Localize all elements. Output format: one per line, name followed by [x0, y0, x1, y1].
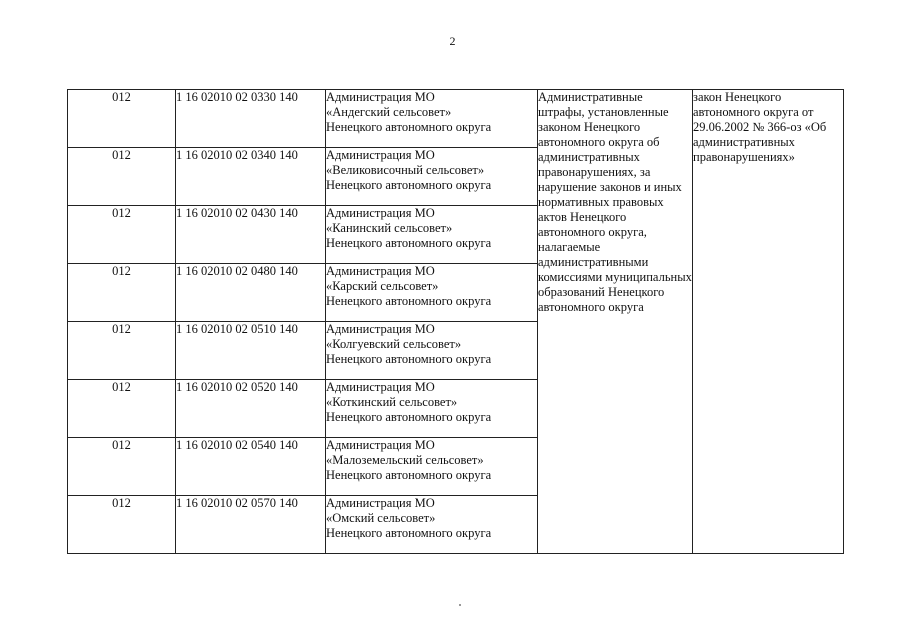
scan-dot — [459, 604, 461, 606]
name-line: «Карский сельсовет» — [326, 279, 439, 293]
budget-code-cell: 1 16 02010 02 0570 140 — [176, 496, 326, 554]
name-line: «Андегский сельсовет» — [326, 105, 452, 119]
name-line: Администрация МО — [326, 90, 435, 104]
budget-code-cell: 1 16 02010 02 0540 140 — [176, 438, 326, 496]
name-line: «Канинский сельсовет» — [326, 221, 453, 235]
admin-code-cell: 012 — [68, 438, 176, 496]
name-line: Ненецкого автономного округа — [326, 294, 492, 308]
fines-table — [67, 89, 844, 554]
name-line: Ненецкого автономного округа — [326, 236, 492, 250]
administrator-name-cell — [326, 90, 538, 148]
name-line: Ненецкого автономного округа — [326, 468, 492, 482]
budget-code-cell: 1 16 02010 02 0340 140 — [176, 148, 326, 206]
name-line: Администрация МО — [326, 148, 435, 162]
budget-code-cell: 1 16 02010 02 0520 140 — [176, 380, 326, 438]
table-row — [68, 90, 844, 148]
name-line: Администрация МО — [326, 322, 435, 336]
name-line: Ненецкого автономного округа — [326, 120, 492, 134]
administrator-name-cell — [326, 438, 538, 496]
name-line: «Великовисочный сельсовет» — [326, 163, 485, 177]
administrator-name-cell — [326, 380, 538, 438]
admin-code-cell: 012 — [68, 148, 176, 206]
admin-code-cell: 012 — [68, 496, 176, 554]
page-number: 2 — [449, 34, 456, 48]
administrator-name-cell — [326, 206, 538, 264]
admin-code-cell: 012 — [68, 264, 176, 322]
name-line: Администрация МО — [326, 496, 435, 510]
budget-code-cell: 1 16 02010 02 0480 140 — [176, 264, 326, 322]
name-line: «Коткинский сельсовет» — [326, 395, 458, 409]
administrator-name-cell — [326, 264, 538, 322]
name-line: Администрация МО — [326, 264, 435, 278]
admin-code-cell: 012 — [68, 380, 176, 438]
admin-code-cell: 012 — [68, 90, 176, 148]
name-line: Администрация МО — [326, 380, 435, 394]
admin-code-cell: 012 — [68, 322, 176, 380]
legal-basis-cell: закон Ненецкого автономного округа от 29.06.2002 № 366-оз «Об административных правонарушениях» — [693, 90, 844, 554]
fine-description-cell: Административные штрафы, установленные законом Ненецкого автономного округа об административных правонарушениях, за нарушение законов и иных нормативных правовых актов Ненецкого автономного округа, налагаемые административными комиссиями муниципальных образований Ненецкого автономного округа — [538, 90, 693, 554]
name-line: «Омский сельсовет» — [326, 511, 436, 525]
name-line: «Малоземельский сельсовет» — [326, 453, 484, 467]
budget-code-cell: 1 16 02010 02 0430 140 — [176, 206, 326, 264]
budget-code-cell: 1 16 02010 02 0330 140 — [176, 90, 326, 148]
name-line: Ненецкого автономного округа — [326, 352, 492, 366]
budget-code-cell: 1 16 02010 02 0510 140 — [176, 322, 326, 380]
name-line: Ненецкого автономного округа — [326, 178, 492, 192]
name-line: Ненецкого автономного округа — [326, 410, 492, 424]
name-line: Администрация МО — [326, 438, 435, 452]
administrator-name-cell — [326, 148, 538, 206]
administrator-name-cell — [326, 496, 538, 554]
name-line: Администрация МО — [326, 206, 435, 220]
name-line: «Колгуевский сельсовет» — [326, 337, 462, 351]
admin-code-cell: 012 — [68, 206, 176, 264]
administrator-name-cell — [326, 322, 538, 380]
name-line: Ненецкого автономного округа — [326, 526, 492, 540]
